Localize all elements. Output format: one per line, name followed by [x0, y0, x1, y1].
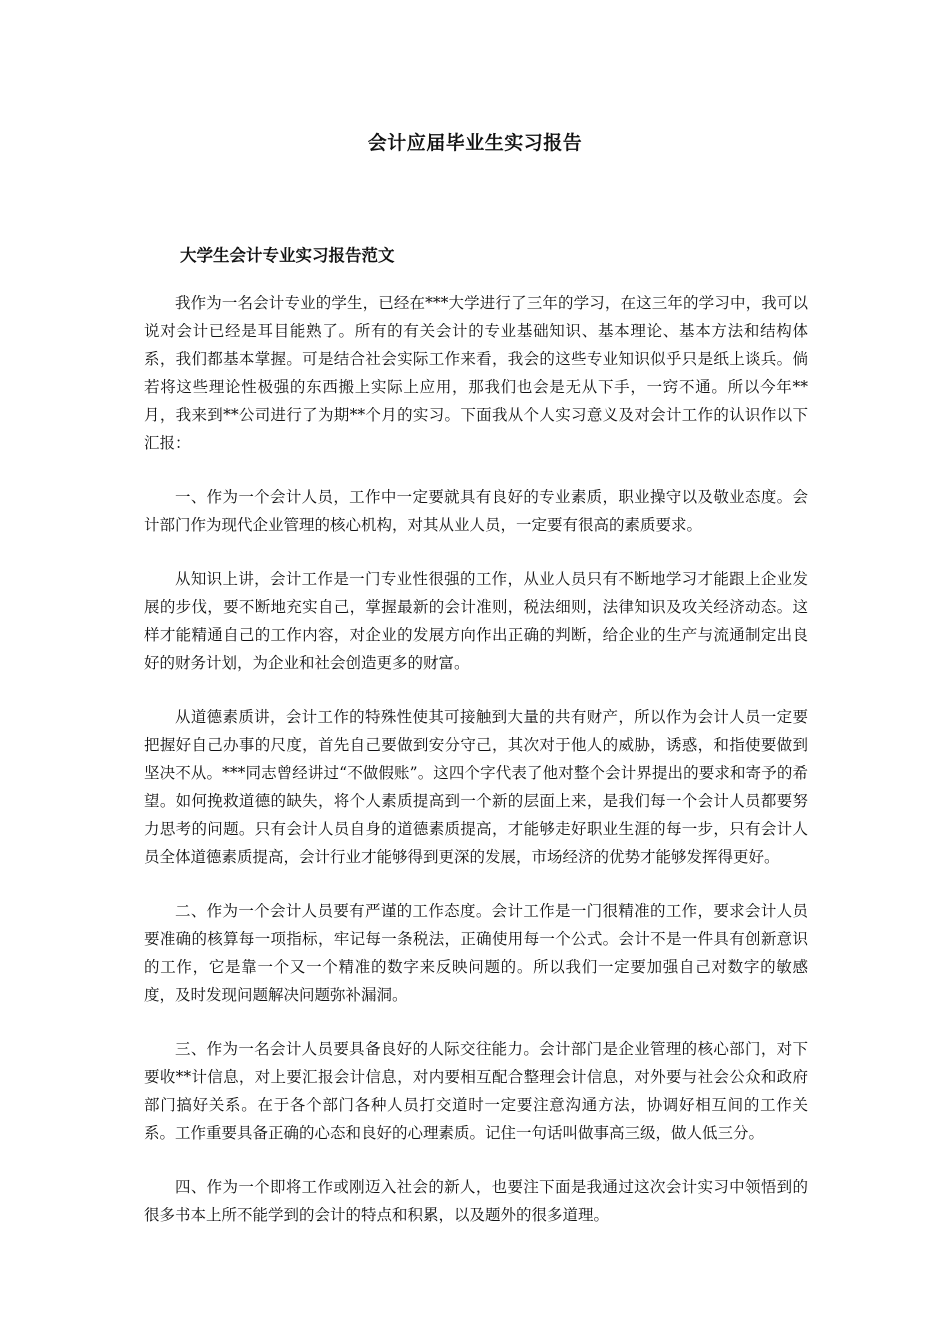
document-body	[144, 289, 808, 1255]
paragraph-knowledge: 从知识上讲，会计工作是一门专业性很强的工作，从业人员只有不断地学习才能跟上企业发展的步伐，要不断地充实自己，掌握最新的会计准则，税法细则，法律知识及攻关经济动态。这样才能精通自己的工作内容，对企业的发展方向作出正确的判断，给企业的生产与流通制定出良好的财务计划，为企业和社会创造更多的财富。	[144, 570, 808, 672]
document-subtitle: 大学生会计专业实习报告范文	[180, 246, 395, 265]
paragraph-section-two: 二、作为一个会计人员要有严谨的工作态度。会计工作是一门很精准的工作，要求会计人员要准确的核算每一项指标，牢记每一条税法，正确使用每一个公式。会计不是一件具有创新意识的工作，它是靠一个又一个精准的数字来反映问题的。所以我们一定要加强自己对数字的敏感度，及时发现问题解决问题弥补漏洞。	[144, 902, 808, 1004]
paragraph-section-one: 一、作为一个会计人员，工作中一定要就具有良好的专业素质，职业操守以及敬业态度。会计部门作为现代企业管理的核心机构，对其从业人员，一定要有很高的素质要求。	[144, 488, 808, 534]
document-title: 会计应届毕业生实习报告	[367, 132, 583, 154]
paragraph-intro: 我作为一名会计专业的学生，已经在***大学进行了三年的学习，在这三年的学习中，我可以说对会计已经是耳目能熟了。所有的有关会计的专业基础知识、基本理论、基本方法和结构体系，我们都基本掌握。可是结合社会实际工作来看，我会的这些专业知识似乎只是纸上谈兵。倘若将这些理论性极强的东西搬上实际上应用，那我们也会是无从下手，一窍不通。所以今年**月，我来到**公司进行了为期**个月的实习。下面我从个人实习意义及对会计工作的认识作以下汇报：	[144, 294, 808, 452]
paragraph-section-three: 三、作为一名会计人员要具备良好的人际交往能力。会计部门是企业管理的核心部门，对下要收**计信息，对上要汇报会计信息，对内要相互配合整理会计信息，对外要与社会公众和政府部门搞好关系。在于各个部门各种人员打交道时一定要注意沟通方法，协调好相互间的工作关系。工作重要具备正确的心态和良好的心理素质。记住一句话叫做事高三级，做人低三分。	[144, 1040, 808, 1142]
paragraph-section-four: 四、作为一个即将工作或刚迈入社会的新人，也要注下面是我通过这次会计实习中领悟到的很多书本上所不能学到的会计的特点和积累，以及题外的很多道理。	[144, 1178, 808, 1224]
paragraph-ethics: 从道德素质讲，会计工作的特殊性使其可接触到大量的共有财产，所以作为会计人员一定要把握好自己办事的尺度，首先自己要做到安分守己，其次对于他人的威胁，诱惑，和指使要做到坚决不从。***同志曾经讲过“不做假账”。这四个字代表了他对整个会计界提出的要求和寄予的希望。如何挽救道德的缺失，将个人素质提高到一个新的层面上来，是我们每一个会计人员都要努力思考的问题。只有会计人员自身的道德素质提高，才能够走好职业生涯的每一步，只有会计人员全体道德素质提高，会计行业才能够得到更深的发展，市场经济的优势才能够发挥得更好。	[144, 708, 808, 866]
